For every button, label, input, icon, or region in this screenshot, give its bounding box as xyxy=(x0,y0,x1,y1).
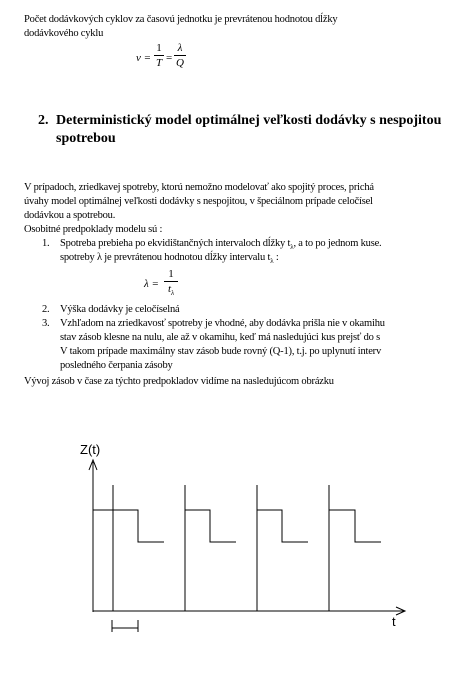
inventory-figure xyxy=(0,430,475,676)
fraction-denominator: T xyxy=(155,57,163,69)
section-title-line-2: spotrebou xyxy=(56,131,116,146)
list-item-1-line-1: Spotreba prebieha po ekvidištančných intervaloch dĺžky $t_\lambda$, a to po jednom kuse. xyxy=(60,238,382,252)
fraction-numerator: λ xyxy=(177,42,183,54)
list-item-3-number: 3. xyxy=(42,318,50,329)
fraction-numerator: 1 xyxy=(156,42,162,54)
intro-line-1: Počet dodávkových cyklov za časovú jednotku je prevrátenou hodnotou dĺžky xyxy=(24,14,338,25)
intro-line-2: dodávkového cyklu xyxy=(24,28,104,39)
fraction-denominator: Q xyxy=(176,57,184,69)
list-item-2-line-1: Výška dodávky je celočíselná xyxy=(60,304,180,315)
list-item-3-line-2: stav zásob klesne na nulu, ale až v okamihu, keď má nasledujúci kus prejsť do s xyxy=(60,332,381,343)
section-title-line-1: Deterministický model optimálnej veľkosti dodávky s nespojitou xyxy=(56,113,442,128)
inventory-step-line xyxy=(93,485,381,611)
section-number: 2. xyxy=(38,113,49,128)
y-axis-label: Z(t) xyxy=(80,442,101,457)
paragraph-line-4: Osobitné predpoklady modelu sú : xyxy=(24,224,163,235)
x-axis-label: t xyxy=(392,614,396,629)
list-item-1-line-2: spotreby λ je prevrátenou hodnotou dĺžky intervalu $t_\lambda$ : xyxy=(60,252,279,266)
formula-equals: = xyxy=(166,52,173,64)
fraction-1-over-t-lambda xyxy=(164,268,178,297)
list-item-3-line-1: Vzhľadom na zriedkavosť spotreby je vhodné, aby dodávka prišla nie v okamihu xyxy=(60,318,385,329)
delivery-spikes xyxy=(113,485,185,611)
fraction-1-over-T xyxy=(154,42,164,69)
paragraph-line-1: V prípadoch, zriedkavej spotreby, ktorú nemožno modelovať ako spojitý proces, prichá xyxy=(24,182,374,193)
list-item-1-number: 1. xyxy=(42,238,50,249)
formula-lhs: v = xyxy=(136,52,152,64)
closing-sentence: Vývoj zásob v čase za týchto predpokladov vidíme na nasledujúcom obrázku xyxy=(24,376,334,387)
list-item-2-number: 2. xyxy=(42,304,50,315)
fraction-denominator: $t_\lambda$ xyxy=(167,283,175,298)
list-item-3-line-3: V takom prípade maximálny stav zásob bude rovný (Q-1), t.j. po uplynutí interv xyxy=(60,346,382,357)
paragraph-line-3: dodávkou a spotrebou. xyxy=(24,210,116,221)
paragraph-line-2: úvahy model optimálnej veľkosti dodávky s nespojitou, v špeciálnom prípade celočísel xyxy=(24,196,373,207)
formula-lhs: λ = xyxy=(144,278,159,290)
list-item-3-line-4: posledného čerpania zásoby xyxy=(60,360,173,371)
fraction-numerator: 1 xyxy=(168,268,174,280)
fraction-lambda-over-Q xyxy=(174,42,186,69)
